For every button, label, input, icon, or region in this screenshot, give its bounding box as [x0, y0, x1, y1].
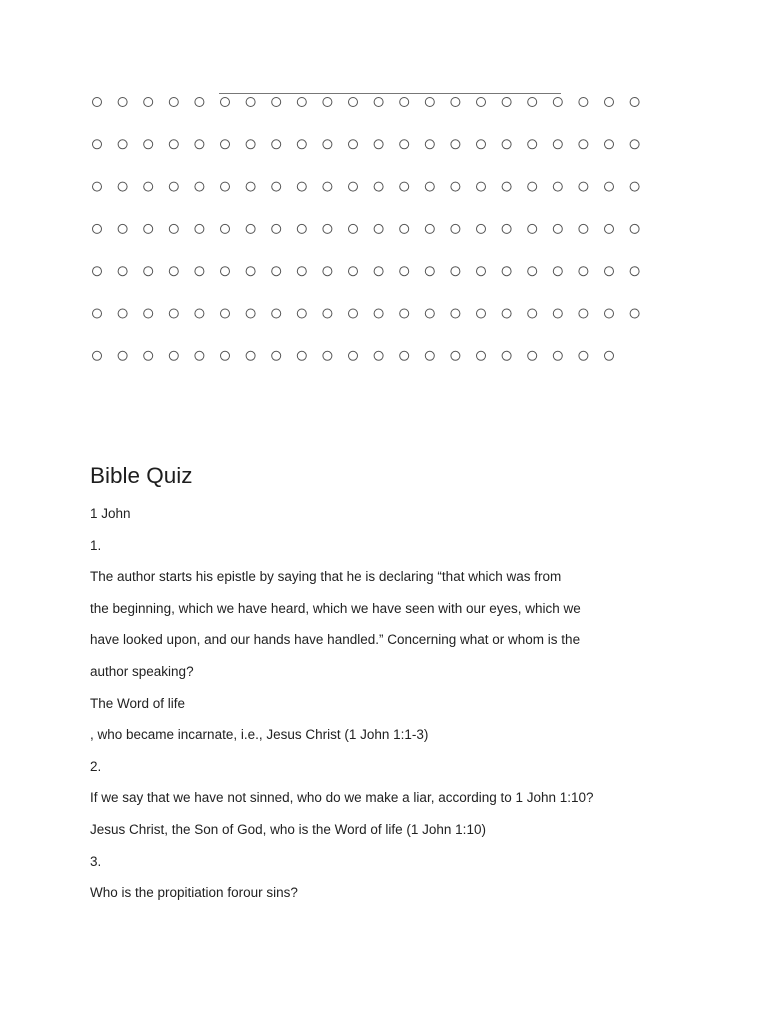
answer-bubble	[502, 267, 511, 276]
answer-bubble	[477, 351, 486, 360]
answer-bubble	[374, 224, 383, 233]
answer-bubble	[451, 182, 460, 191]
answer-bubble	[272, 309, 281, 318]
answer-bubble	[323, 182, 332, 191]
answer-bubble	[93, 140, 102, 149]
answer-bubble	[553, 267, 562, 276]
answer-bubble	[349, 140, 358, 149]
answer-bubble	[477, 224, 486, 233]
answer-bubble	[118, 267, 127, 276]
answer-bubble	[451, 309, 460, 318]
answer-bubble	[169, 182, 178, 191]
answer-bubble	[221, 140, 230, 149]
answer-bubble	[118, 224, 127, 233]
answer-2-text: Jesus Christ, the Son of God, who is the Word of life (1 John 1:10)	[90, 821, 486, 837]
answer-bubble	[374, 182, 383, 191]
answer-bubble	[502, 351, 511, 360]
answer-bubble	[528, 140, 537, 149]
answer-bubble	[451, 140, 460, 149]
document-body	[90, 458, 690, 909]
answer-bubble	[169, 309, 178, 318]
answer-bubble	[579, 140, 588, 149]
answer-bubble	[477, 267, 486, 276]
answer-bubble	[477, 309, 486, 318]
answer-1-line-2: , who became incarnate, i.e., Jesus Christ (1 John 1:1-3)	[90, 727, 429, 743]
answer-bubble	[195, 182, 204, 191]
question-3-text: Who is the propitiation forour sins?	[90, 885, 298, 901]
answer-bubble	[221, 267, 230, 276]
answer-bubble	[400, 351, 409, 360]
answer-bubble	[246, 267, 255, 276]
answer-bubble	[349, 351, 358, 360]
question-1-line-4: author speaking?	[90, 663, 194, 679]
answer-bubble	[528, 351, 537, 360]
question-number-3: 3.	[90, 853, 102, 869]
answer-bubble	[400, 309, 409, 318]
answer-bubble	[195, 267, 204, 276]
answer-bubble	[323, 267, 332, 276]
answer-bubble	[425, 309, 434, 318]
answer-bubble	[195, 224, 204, 233]
answer-bubble	[349, 182, 358, 191]
answer-bubble	[400, 267, 409, 276]
answer-bubble	[221, 182, 230, 191]
answer-bubble	[169, 351, 178, 360]
answer-bubble	[553, 309, 562, 318]
page-title: Bible Quiz	[90, 463, 193, 488]
answer-bubble	[118, 309, 127, 318]
answer-bubble	[297, 140, 306, 149]
question-number-2: 2.	[90, 758, 102, 774]
answer-bubble	[528, 98, 537, 107]
answer-bubble	[144, 224, 153, 233]
answer-bubble	[374, 309, 383, 318]
answer-bubble	[502, 140, 511, 149]
question-1-line-1: The author starts his epistle by saying that he is declaring “that which was from	[90, 569, 562, 585]
answer-bubble	[579, 98, 588, 107]
answer-bubble	[579, 182, 588, 191]
answer-bubble	[349, 267, 358, 276]
answer-bubble	[579, 351, 588, 360]
answer-bubble	[297, 309, 306, 318]
answer-bubble	[630, 309, 639, 318]
answer-bubble	[502, 224, 511, 233]
answer-bubble	[605, 98, 614, 107]
answer-bubble	[400, 224, 409, 233]
answer-bubble	[425, 351, 434, 360]
answer-bubble	[425, 267, 434, 276]
answer-bubble	[374, 140, 383, 149]
answer-bubble	[221, 224, 230, 233]
answer-bubble	[502, 98, 511, 107]
answer-bubble	[605, 351, 614, 360]
answer-bubble	[605, 140, 614, 149]
answer-bubble	[349, 224, 358, 233]
question-2-text: If we say that we have not sinned, who do we make a liar, according to 1 John 1:10?	[90, 790, 594, 806]
answer-bubble	[451, 351, 460, 360]
answer-bubble	[425, 224, 434, 233]
answer-bubble	[272, 351, 281, 360]
answer-bubble	[93, 309, 102, 318]
answer-bubble	[118, 140, 127, 149]
answer-bubble	[323, 309, 332, 318]
answer-bubble	[553, 224, 562, 233]
answer-bubble	[400, 182, 409, 191]
answer-bubble	[246, 98, 255, 107]
answer-bubble	[349, 98, 358, 107]
answer-bubble	[221, 309, 230, 318]
answer-bubble	[605, 182, 614, 191]
answer-bubble	[374, 351, 383, 360]
answer-bubble	[144, 182, 153, 191]
answer-bubble	[297, 224, 306, 233]
answer-bubble	[630, 98, 639, 107]
answer-bubble	[451, 224, 460, 233]
answer-bubble	[272, 98, 281, 107]
answer-bubble	[502, 309, 511, 318]
answer-bubble	[246, 182, 255, 191]
answer-bubble	[272, 267, 281, 276]
answer-bubble	[605, 224, 614, 233]
answer-bubble	[528, 224, 537, 233]
answer-bubble	[144, 351, 153, 360]
answer-bubble	[323, 98, 332, 107]
answer-bubble	[93, 351, 102, 360]
answer-bubble	[323, 351, 332, 360]
book-label: 1 John	[90, 506, 131, 521]
answer-bubble	[553, 351, 562, 360]
answer-bubble	[605, 267, 614, 276]
answer-bubble	[246, 309, 255, 318]
answer-bubble	[477, 140, 486, 149]
answer-bubble	[297, 267, 306, 276]
question-number-1: 1.	[90, 537, 102, 553]
answer-bubble	[144, 98, 153, 107]
answer-bubble	[93, 267, 102, 276]
answer-bubble	[323, 140, 332, 149]
answer-bubble	[528, 182, 537, 191]
answer-bubble	[195, 98, 204, 107]
answer-bubble	[93, 224, 102, 233]
answer-bubble	[118, 351, 127, 360]
answer-bubble	[297, 182, 306, 191]
answer-bubble	[195, 351, 204, 360]
bubble-grid	[0, 0, 768, 380]
answer-bubble	[144, 140, 153, 149]
answer-bubble	[477, 98, 486, 107]
answer-bubble	[272, 182, 281, 191]
answer-bubble	[349, 309, 358, 318]
answer-bubble	[169, 224, 178, 233]
answer-bubble	[477, 182, 486, 191]
answer-bubble	[579, 267, 588, 276]
answer-bubble	[246, 140, 255, 149]
answer-bubble	[630, 182, 639, 191]
answer-bubble	[144, 267, 153, 276]
answer-bubble	[297, 351, 306, 360]
answer-1-line-1: The Word of life	[90, 695, 186, 711]
answer-bubble	[579, 224, 588, 233]
answer-bubble	[553, 98, 562, 107]
answer-bubble	[553, 182, 562, 191]
answer-bubble	[425, 182, 434, 191]
answer-bubble	[246, 351, 255, 360]
answer-bubble	[400, 140, 409, 149]
answer-bubble	[323, 224, 332, 233]
answer-bubble	[93, 98, 102, 107]
answer-bubble	[169, 98, 178, 107]
answer-bubble	[528, 267, 537, 276]
answer-bubble	[502, 182, 511, 191]
answer-bubble	[374, 267, 383, 276]
answer-bubble	[169, 267, 178, 276]
answer-bubble	[400, 98, 409, 107]
answer-bubble	[425, 98, 434, 107]
answer-bubble	[195, 309, 204, 318]
answer-bubble	[195, 140, 204, 149]
question-1-line-2: the beginning, which we have heard, which we have seen with our eyes, which we	[90, 600, 581, 616]
answer-bubble	[246, 224, 255, 233]
answer-bubble	[221, 351, 230, 360]
question-1-line-3: have looked upon, and our hands have handled.” Concerning what or whom is the	[90, 632, 581, 648]
answer-bubble	[630, 140, 639, 149]
answer-bubble	[425, 140, 434, 149]
answer-bubble	[118, 98, 127, 107]
answer-bubble	[605, 309, 614, 318]
answer-bubble	[451, 267, 460, 276]
answer-bubble	[93, 182, 102, 191]
answer-bubble	[630, 224, 639, 233]
bubble-grid-svg	[0, 0, 768, 380]
answer-bubble	[553, 140, 562, 149]
answer-bubble	[451, 98, 460, 107]
answer-bubble	[221, 98, 230, 107]
answer-bubble	[579, 309, 588, 318]
answer-bubble	[169, 140, 178, 149]
answer-bubble	[144, 309, 153, 318]
answer-bubble	[297, 98, 306, 107]
answer-bubble	[528, 309, 537, 318]
answer-bubble	[272, 224, 281, 233]
answer-bubble	[118, 182, 127, 191]
answer-bubble	[272, 140, 281, 149]
answer-bubble	[630, 267, 639, 276]
answer-bubble	[374, 98, 383, 107]
